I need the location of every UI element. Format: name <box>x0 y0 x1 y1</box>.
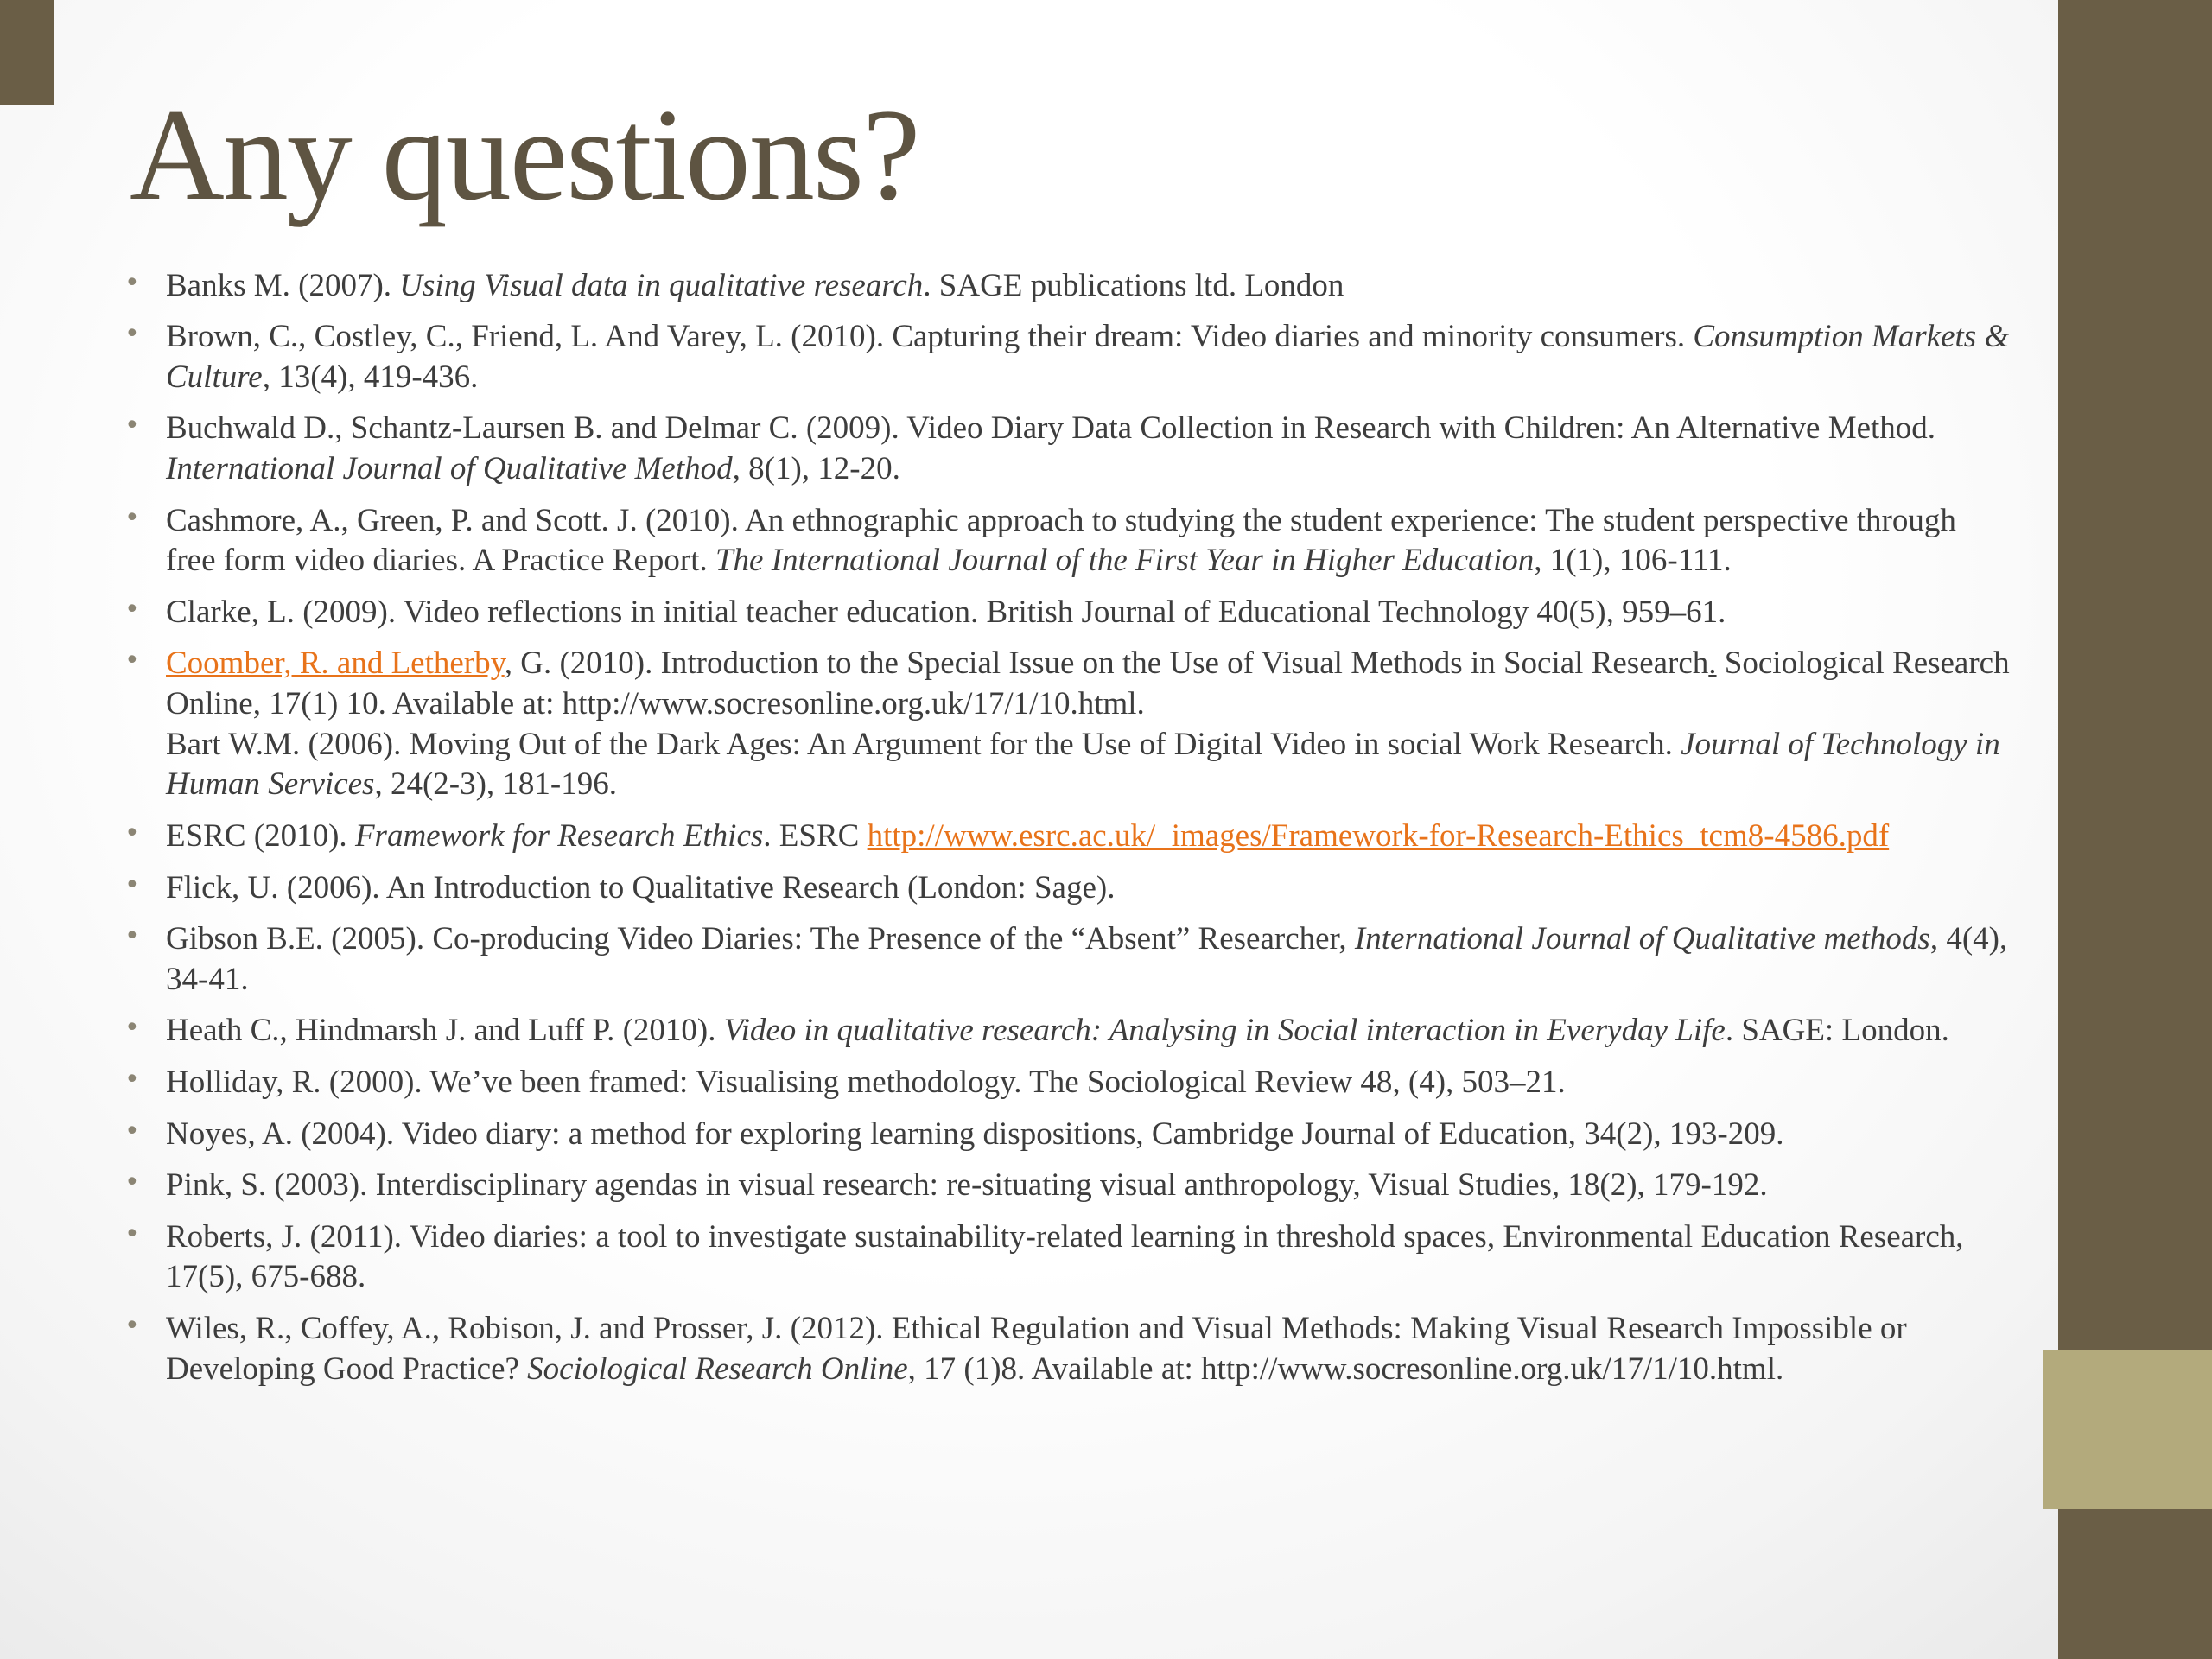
reference-text: Wiles, R., Coffey, A., Robison, J. and Prosser, J. (2012). Ethical Regulation and Visual Methods: Making Visual Research Impossible or Developing Good Practice? <box>166 1311 1907 1387</box>
reference-link[interactable]: http://www.esrc.ac.uk/_images/Framework-for-Research-Ethics_tcm8-4586.pdf <box>867 817 1890 854</box>
reference-text: . ESRC <box>763 817 868 854</box>
reference-text: . <box>1708 645 1717 682</box>
corner-accent-bar <box>0 0 54 105</box>
reference-item <box>119 317 2012 397</box>
reference-text: Sociological Research Online <box>527 1351 908 1387</box>
reference-text: , 1(1), 106-111. <box>1534 543 1732 579</box>
reference-item <box>119 266 2012 307</box>
reference-text: . SAGE: London. <box>1725 1013 1949 1049</box>
reference-item <box>119 501 2012 582</box>
reference-text: , G. (2010). Introduction to the Special Issue on the Use of Visual Methods in Social Research <box>504 645 1709 682</box>
reference-text: International Journal of Qualitative Method, <box>166 451 741 487</box>
reference-text: Framework for Research Ethics <box>354 817 764 854</box>
reference-text: Heath C., Hindmarsh J. and Luff P. (2010). <box>166 1013 724 1049</box>
reference-text: International Journal of Qualitative methods <box>1354 921 1930 957</box>
reference-text: Cashmore, A., Green, P. and Scott. J. (2010). An ethnographic approach to studying the student experience: The student perspective through free form video diaries. A Practice Report. <box>166 502 1956 579</box>
reference-text: Journal of Technology in Human Services <box>166 726 2000 803</box>
reference-item <box>119 868 2012 909</box>
reference-item <box>119 644 2012 804</box>
reference-text: Gibson B.E. (2005). Co-producing Video Diaries: The Presence of the “Absent” Researcher, <box>166 921 1355 957</box>
references-list <box>119 266 2012 1390</box>
reference-item <box>119 409 2012 489</box>
reference-text: Clarke, L. (2009). Video reflections in initial teacher education. British Journal of Educational Technology 40(5), 959–61. <box>166 594 1726 630</box>
reference-item <box>119 593 2012 633</box>
reference-text: Holliday, R. (2000). We’ve been framed: Visualising methodology. The Sociological Review 48, (4), 503–21. <box>166 1064 1566 1100</box>
reference-item <box>119 1063 2012 1103</box>
reference-text: , 13(4), 419-436. <box>262 359 479 395</box>
reference-text: Noyes, A. (2004). Video diary: a method for exploring learning dispositions, Cambridge Journal of Education, 34(2), 193-209. <box>166 1116 1784 1152</box>
reference-text: Pink, S. (2003). Interdisciplinary agendas in visual research: re-situating visual anthropology, Visual Studies, 18(2), 179-192. <box>166 1167 1768 1204</box>
reference-link[interactable]: Coomber, R. and Letherby <box>166 645 505 682</box>
reference-text: Video in qualitative research: Analysing in Social interaction in Everyday Life <box>723 1013 1726 1049</box>
slide-title: Any questions? <box>130 82 919 227</box>
reference-text: , 4(4), 34-41. <box>166 921 2008 997</box>
reference-text: Sociological Research Online, 17(1) 10. Available at: http://www.socresonline.org.uk/17/1/10.html. <box>166 645 2010 722</box>
reference-item <box>119 1166 2012 1206</box>
reference-text: . SAGE publications ltd. London <box>923 267 1344 303</box>
reference-item <box>119 919 2012 1000</box>
side-accent-block <box>2043 1350 2212 1509</box>
reference-text: ESRC (2010). <box>166 817 355 854</box>
reference-text: Flick, U. (2006). An Introduction to Qualitative Research (London: Sage). <box>166 869 1116 906</box>
reference-item <box>119 817 2012 857</box>
reference-text: The International Journal of the First Year in Higher Education <box>715 543 1535 579</box>
reference-text: 8(1), 12-20. <box>740 451 900 487</box>
reference-text: Buchwald D., Schantz-Laursen B. and Delmar C. (2009). Video Diary Data Collection in Research with Children: An Alternative Method. <box>166 410 1936 447</box>
reference-text: Consumption Markets & Culture <box>166 319 2010 395</box>
reference-item <box>119 1309 2012 1389</box>
reference-item <box>119 1011 2012 1052</box>
reference-text: Banks M. (2007). <box>166 267 400 303</box>
reference-item <box>119 1115 2012 1155</box>
reference-item <box>119 1217 2012 1298</box>
reference-text: Brown, C., Costley, C., Friend, L. And Varey, L. (2010). Capturing their dream: Video diaries and minority consumers. <box>166 319 1694 355</box>
reference-text: Roberts, J. (2011). Video diaries: a tool to investigate sustainability-related learning in threshold spaces, Environmental Education Research, 17(5), 675-688. <box>166 1218 1964 1295</box>
reference-text: , 17 (1)8. Available at: http://www.socresonline.org.uk/17/1/10.html. <box>907 1351 1784 1387</box>
reference-text: Bart W.M. (2006). Moving Out of the Dark Ages: An Argument for the Use of Digital Video in social Work Research. <box>166 726 1681 762</box>
reference-text: , 24(2-3), 181-196. <box>374 766 618 803</box>
reference-text: Using Visual data in qualitative research <box>399 267 924 303</box>
